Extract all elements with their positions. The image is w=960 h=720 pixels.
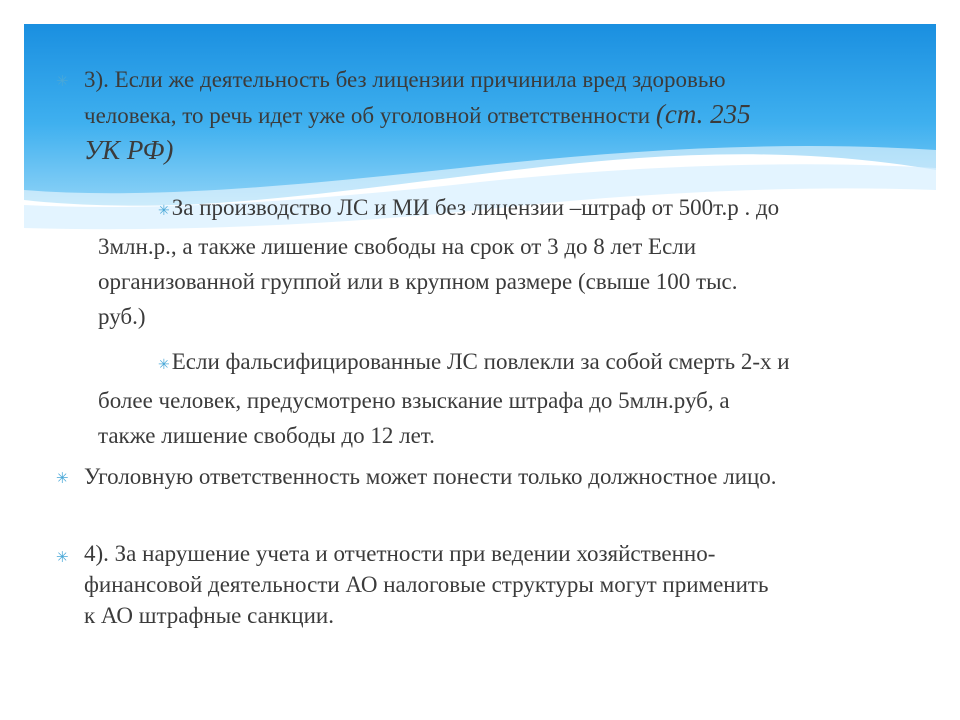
bullet-icon: ✳ <box>56 550 69 566</box>
paragraph-1-line-1: 3). Если же деятельность без лицензии причинила вред здоровью <box>84 67 726 92</box>
paragraph-1 <box>84 62 924 168</box>
paragraph-5-line-1: 4). За нарушение учета и отчетности при ведении хозяйственно- <box>84 541 716 566</box>
bullet-icon: ✳ <box>56 74 69 90</box>
paragraph-3-line-3: также лишение свободы до 12 лет. <box>98 423 435 448</box>
paragraph-4 <box>84 459 924 494</box>
paragraph-2 <box>98 190 918 334</box>
paragraph-3-line-2: более человек, предусмотрено взыскание штрафа до 5млн.руб, а <box>98 388 730 413</box>
bullet-icon: ✳ <box>56 471 69 487</box>
paragraph-5-line-3: к АО штрафные санкции. <box>84 603 334 628</box>
article-reference: (ст. 235 <box>655 99 751 129</box>
paragraph-5-line-2: финансовой деятельности АО налоговые структуры могут применить <box>84 572 769 597</box>
paragraph-1-line-2: человека, то речь идет уже об уголовной ответственности (ст. 235 <box>84 99 751 129</box>
paragraph-2-line-4: руб.) <box>98 304 146 329</box>
bullet-icon: ✳ <box>158 204 170 219</box>
paragraph-5 <box>84 538 924 631</box>
paragraph-2-line-2: 3млн.р., а также лишение свободы на срок от 3 до 8 лет Если <box>98 234 697 259</box>
paragraph-2-line-1: ✳За производство ЛС и МИ без лицензии –штраф от 500т.р . до <box>158 195 780 220</box>
paragraph-4-line-1: Уголовную ответственность может понести только должностное лицо. <box>84 464 777 489</box>
paragraph-1-line-3: УК РФ) <box>84 135 174 165</box>
paragraph-3 <box>98 344 918 453</box>
paragraph-2-line-3: организованной группой или в крупном размере (свыше 100 тыс. <box>98 269 738 294</box>
paragraph-3-line-1: ✳Если фальсифицированные ЛС повлекли за собой смерть 2-х и <box>158 349 790 374</box>
bullet-icon: ✳ <box>158 358 170 373</box>
